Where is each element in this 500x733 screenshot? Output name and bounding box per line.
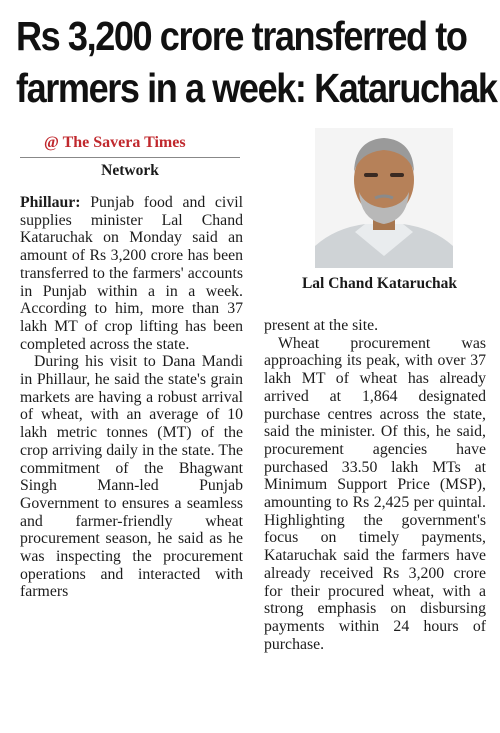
paragraph-2: During his visit to Dana Mandi in Phillaur, he said the state's grain markets are having a robust arrival of wheat, with an average of 10 lakh metric tonnes (MT) of the crop arriving daily in the state. The commitment of the Bhagwant Singh Mann-led Punjab Government to ensures a seamless and farmer-friendly wheat procurement season, he said as he was inspecting the procurement operations and interacted with farmers xyxy=(20,353,243,601)
headline-line-1: Rs 3,200 crore transferred to xyxy=(16,13,467,59)
portrait-photo xyxy=(315,128,453,268)
paragraph-1 xyxy=(20,194,243,353)
portrait-image xyxy=(315,128,453,268)
source-credit: @ The Savera Times xyxy=(44,134,186,151)
article-column-right xyxy=(264,317,486,653)
dateline: Phillaur: xyxy=(20,194,81,211)
source-divider xyxy=(20,157,240,158)
headline-line-2: farmers in a week: Kataruchak xyxy=(16,65,497,111)
paragraph-1-text: Punjab food and civil supplies minister Lal Chand Kataruchak on Monday said an amount of Rs 3,200 crore has been transferred to the farmers' accounts in Punjab within a in a week. According to him, more than 37 lakh MT of crop lifting has been completed across the state. xyxy=(20,194,243,353)
headline xyxy=(16,10,497,114)
paragraph-3: Wheat procurement was approaching its peak, with over 37 lakh MT of wheat has already arrived at 1,864 designated purchase centres across the state, said the minister. Of this, he said, procurement agencies have purchased 33.50 lakh MTs at Minimum Support Price (MSP), amounting to Rs 2,425 per quintal. Highlighting the government's focus on timely payments, Kataruchak said the farmers have already received Rs 3,200 crore for their procured wheat, with a strong emphasis on disbursing payments within 24 hours of purchase. xyxy=(264,334,486,653)
article-column-left xyxy=(20,194,243,601)
paragraph-2-continued: present at the site. xyxy=(264,317,379,334)
photo-caption: Lal Chand Kataruchak xyxy=(301,275,458,292)
byline: Network xyxy=(101,162,159,179)
